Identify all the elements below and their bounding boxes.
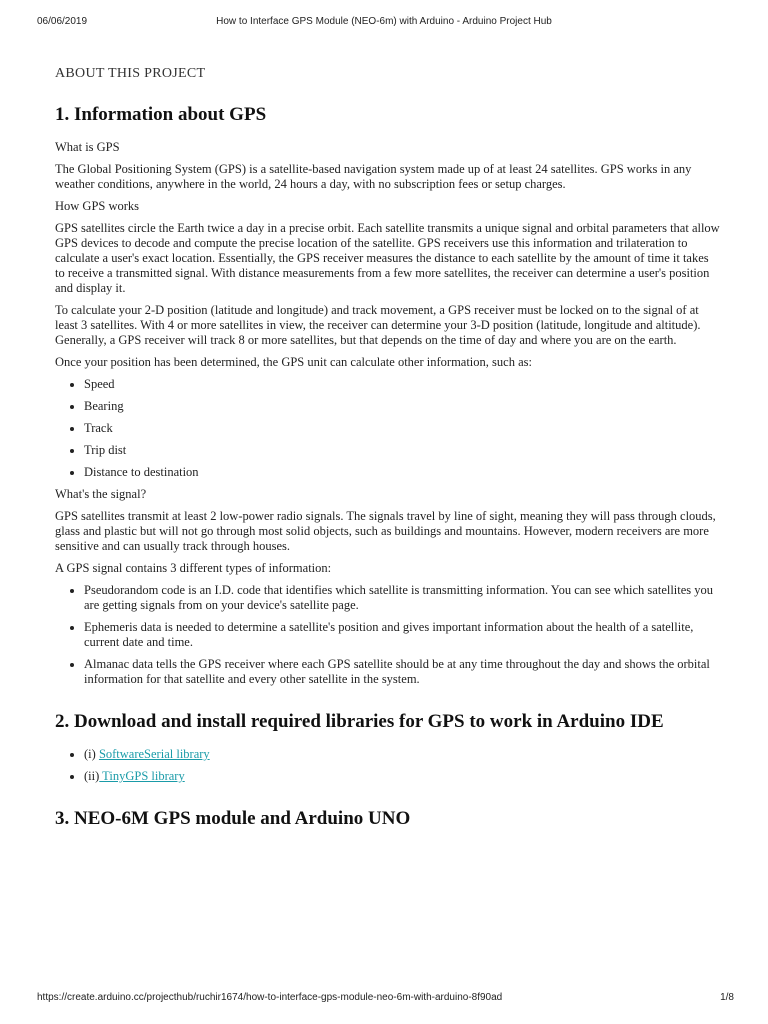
section-label: ABOUT THIS PROJECT (55, 66, 206, 81)
print-title: How to Interface GPS Module (NEO-6m) with Arduino - Arduino Project Hub (216, 16, 552, 27)
paragraph-signal: GPS satellites transmit at least 2 low-power radio signals. The signals travel by line of sight, meaning they will pass through clouds, glass and plastic but will not go through most solid objects, such as buildings and mountains. However, modern receivers are more sensitive and can usually track through houses. (55, 509, 716, 553)
paragraph-gps-intro: The Global Positioning System (GPS) is a satellite-based navigation system made up of at least 24 satellites. GPS works in any weather conditions, anywhere in the world, 24 hours a day, with no subscription fees or setup charges. (55, 162, 692, 191)
list-item: • Speed (84, 377, 720, 392)
libraries-list (55, 747, 720, 784)
subheading-what-is-gps: What is GPS (55, 140, 120, 154)
list-item: • Track (84, 421, 720, 436)
heading-neo6m: 3. NEO-6M GPS module and Arduino UNO (55, 808, 411, 829)
heading-gps-info: 1. Information about GPS (55, 104, 267, 125)
print-header (0, 16, 768, 30)
heading-libraries: 2. Download and install required libraries for GPS to work in Arduino IDE (55, 711, 664, 732)
list-item: • Distance to destination (84, 465, 720, 480)
list-item: • Trip dist (84, 443, 720, 458)
print-date: 06/06/2019 (37, 16, 88, 27)
info-list (55, 377, 720, 480)
lib-prefix: (ii) (84, 769, 100, 783)
list-item (84, 747, 720, 762)
subheading-how-gps-works: How GPS works (55, 199, 140, 213)
article-content (55, 62, 720, 844)
list-item: • Almanac data tells the GPS receiver where each GPS satellite should be at any time throughout the day and shows the orbital information for that satellite and every other satellite in the system. (84, 657, 720, 687)
paragraph-signal-types: A GPS signal contains 3 different types of information: (55, 561, 332, 575)
tinygps-link[interactable]: TinyGPS library (99, 769, 185, 783)
signal-types-list (55, 583, 720, 687)
paragraph-other-info: Once your position has been determined, the GPS unit can calculate other information, such as: (55, 355, 532, 369)
subheading-signal: What's the signal? (55, 487, 147, 501)
page-number: 1/8 (720, 992, 734, 1003)
softwareserial-link[interactable]: SoftwareSerial library (98, 747, 210, 761)
paragraph-how-works: GPS satellites circle the Earth twice a day in a precise orbit. Each satellite transmits a unique signal and orbital parameters that allow GPS devices to decode and compute the precise location of the satellite. GPS receivers use this information and trilateration to calculate a user's exact location. Essentially, the GPS receiver measures the distance to each satellite by the amount of time it takes to receive a transmitted signal. With distance measurements from a few more satellites, the receiver can determine a user's position and display it. (55, 221, 720, 295)
list-item: • Ephemeris data is needed to determine a satellite's position and gives important information about the health of a satellite, current date and time. (84, 620, 720, 650)
print-url: https://create.arduino.cc/projecthub/ruchir1674/how-to-interface-gps-module-neo-6m-with-arduino-8f90ad (37, 992, 503, 1003)
list-item: • Pseudorandom code is an I.D. code that identifies which satellite is transmitting information. You can see which satellites you are getting signals from on your device's satellite page. (84, 583, 720, 613)
paragraph-position: To calculate your 2-D position (latitude and longitude) and track movement, a GPS receiver must be locked on to the signal of at least 3 satellites. With 4 or more satellites in view, the receiver can determine your 3-D position (latitude, longitude and altitude). Generally, a GPS receiver will track 8 or more satellites, but that depends on the time of day and where you are on the earth. (55, 303, 701, 347)
list-item (84, 769, 720, 784)
print-footer (0, 992, 768, 1006)
lib-prefix: (i) (84, 747, 99, 761)
list-item: • Bearing (84, 399, 720, 414)
